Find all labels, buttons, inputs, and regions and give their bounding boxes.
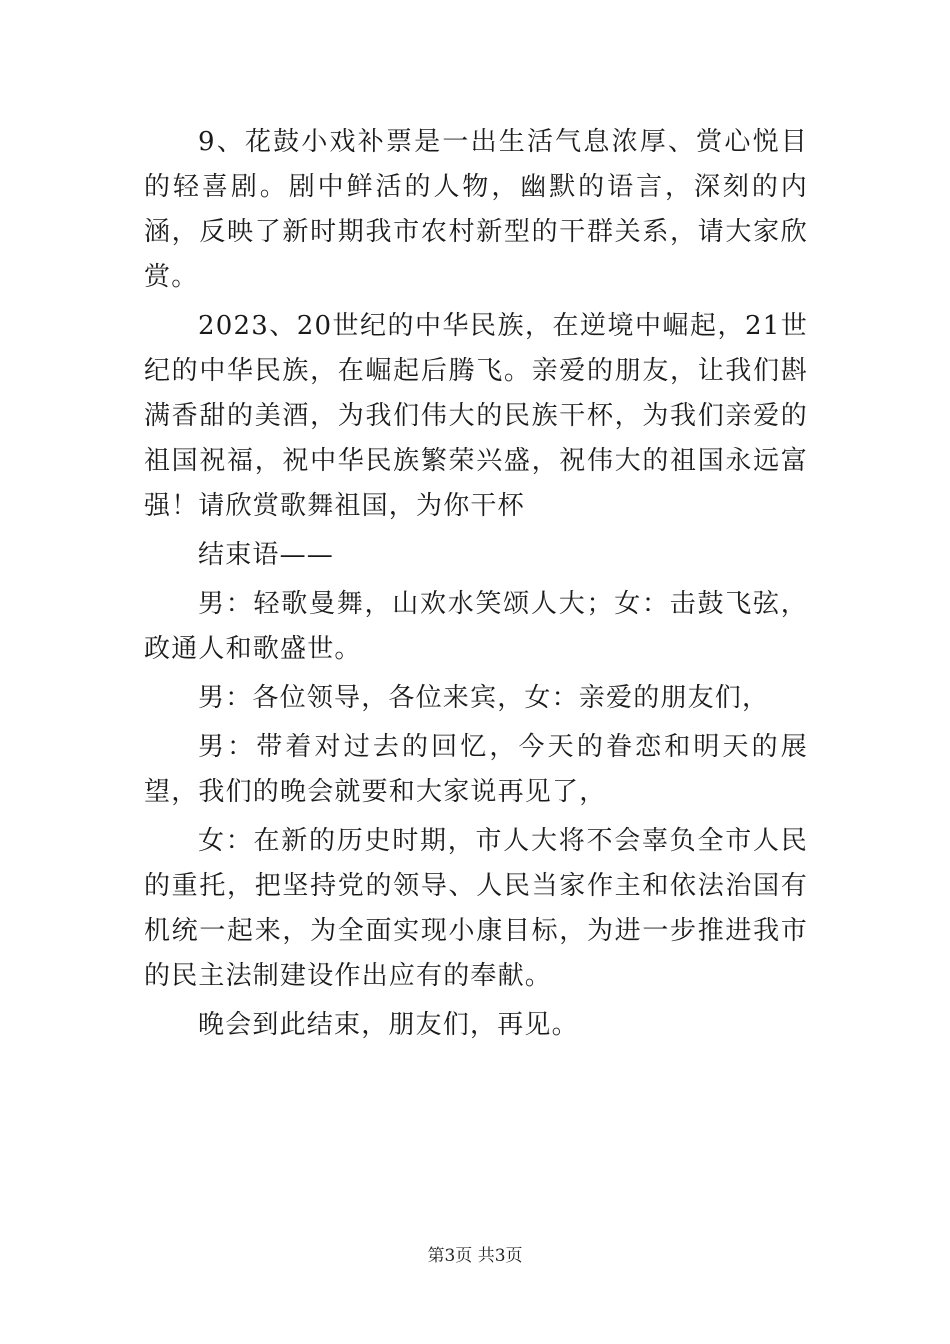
closing-line-2: 男：各位领导，各位来宾，女：亲爱的朋友们，: [198, 683, 770, 713]
closing-line-3: 男：带着对过去的回忆，今天的眷恋和明天的展望，我们的晚会就要和大家说再见了，: [144, 732, 808, 807]
closing-line-1: 男：轻歌曼舞，山欢水笑颂人大；女：击鼓飞弦，政通人和歌盛世。: [144, 589, 808, 664]
closing-heading: 结束语——: [198, 540, 335, 570]
closing-line-4: 女：在新的历史时期，市人大将不会辜负全市人民的重托，把坚持党的领导、人民当家作主和依法治国有机统一起来，为全面实现小康目标，为进一步推进我市的民主法制建设作出应有的奉献。: [144, 826, 808, 991]
document-body: [144, 120, 808, 1052]
paragraph-item-9: 9、花鼓小戏补票是一出生活气息浓厚、赏心悦目的轻喜剧。剧中鲜活的人物，幽默的语言，深刻的内涵，反映了新时期我市农村新型的干群关系，请大家欣赏。: [144, 127, 808, 292]
paragraph-item-2023: 2023、20世纪的中华民族，在逆境中崛起，21世纪的中华民族，在崛起后腾飞。亲爱的朋友，让我们斟满香甜的美酒，为我们伟大的民族干杯，为我们亲爱的祖国祝福，祝中华民族繁荣兴盛，祝伟大的祖国永远富强！请欣赏歌舞祖国，为你干杯: [144, 311, 808, 521]
closing-line-5: 晚会到此结束，朋友们，再见。: [198, 1010, 579, 1040]
page-number-footer: 第3页 共3页: [427, 1246, 523, 1266]
